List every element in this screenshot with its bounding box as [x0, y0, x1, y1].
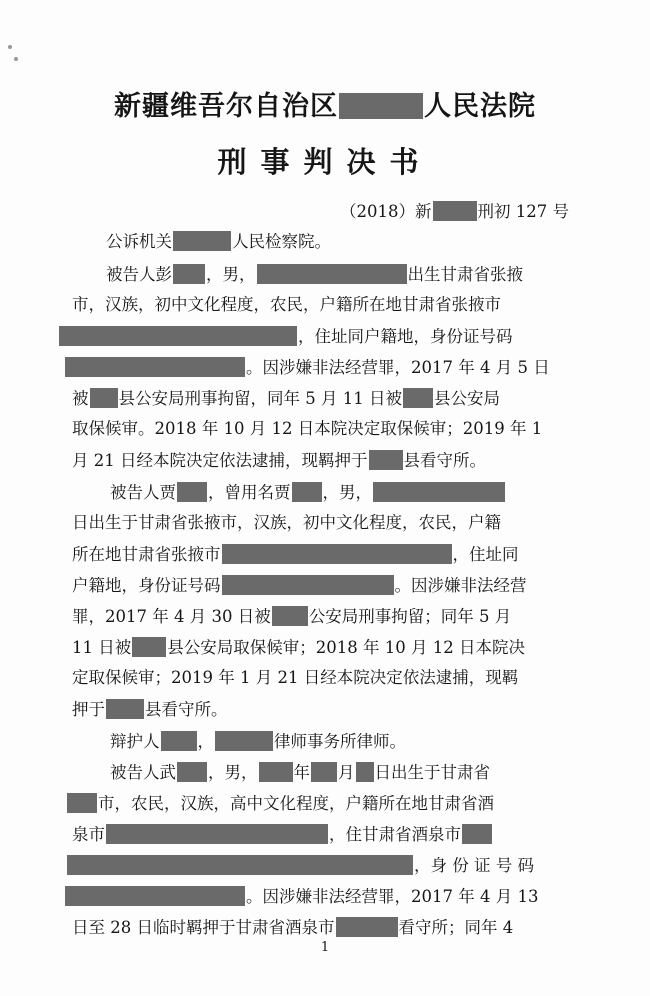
redaction-block — [59, 326, 297, 346]
text-line: 日出生于甘肃省张掖市，汉族，初中文化程度，农民，户籍 — [72, 513, 501, 532]
text-segment: 律师事务所律师。 — [274, 732, 406, 751]
scan-speck — [14, 57, 18, 61]
text-line — [58, 326, 513, 347]
text-line — [72, 575, 527, 596]
text-segment: 泉市 — [72, 825, 105, 844]
prosecutor-line — [106, 231, 331, 252]
redaction-block — [67, 793, 97, 813]
text-segment: 看守所；同年 4 — [398, 918, 514, 937]
redaction-block — [132, 637, 166, 657]
text-segment: ，住址同户籍地，身份证号码 — [298, 327, 513, 346]
redaction-block — [373, 482, 505, 502]
text-segment: 。因涉嫌非法经营罪，2017 年 4 月 13 — [246, 887, 539, 906]
redaction-block — [433, 201, 477, 221]
redaction-block — [339, 93, 423, 119]
text-segment: 年 — [293, 763, 310, 782]
scan-speck — [8, 45, 12, 49]
text-segment: 人民检察院。 — [232, 232, 331, 251]
text-segment: 。因涉嫌非法经营 — [394, 576, 527, 595]
text-line: 定取保候审；2019 年 1 月 21 日经本院决定依法逮捕，现羁 — [72, 668, 519, 687]
redaction-block — [106, 824, 328, 844]
redaction-block — [222, 575, 394, 595]
redaction-block — [369, 450, 403, 470]
text-line — [72, 917, 513, 938]
text-segment: ，住甘肃省酒泉市 — [329, 825, 461, 844]
redaction-block — [403, 388, 433, 408]
text-line — [72, 637, 525, 658]
redaction-block — [259, 762, 293, 782]
redaction-block — [356, 762, 374, 782]
text-segment: ，住址同 — [452, 545, 519, 564]
text-segment: 。因涉嫌非法经营罪，2017 年 4 月 5 日 — [246, 358, 550, 377]
text-line — [64, 886, 538, 907]
text-segment: 县公安局取保候审；2018 年 10 月 12 日本院决 — [167, 638, 525, 657]
text-segment: 公诉机关 — [106, 232, 172, 251]
redaction-block — [173, 231, 231, 251]
redaction-block — [215, 731, 273, 751]
text-segment: ， — [197, 732, 214, 751]
redaction-block — [90, 388, 118, 408]
text-line: 市，汉族，初中文化程度，农民，户籍所在地甘肃省张掖市 — [72, 295, 501, 314]
text-segment: 公安局刑事拘留；同年 5 月 — [308, 607, 512, 626]
text-line: 取保候审。2018 年 10 月 12 日本院决定取保候审；2019 年 1 — [72, 419, 543, 438]
court-title — [0, 84, 650, 123]
text-segment: ，男， — [208, 763, 258, 782]
redaction-block — [106, 699, 144, 719]
text-line — [66, 855, 534, 876]
text-segment: 日出生于甘肃省 — [374, 763, 490, 782]
redaction-block — [222, 544, 452, 564]
text-segment: 罪，2017 年 4 月 30 日被 — [72, 607, 271, 626]
text-segment: 被告人贾 — [110, 483, 176, 502]
text-segment: 押于 — [72, 700, 105, 719]
defendant-3-line — [110, 762, 490, 783]
text-line — [72, 606, 511, 627]
redaction-block — [67, 855, 413, 875]
document-title: 刑事判决书 — [217, 145, 433, 179]
text-segment: ，男， — [322, 483, 372, 502]
redaction-block — [462, 824, 492, 844]
text-segment: 11 日被 — [72, 638, 132, 657]
text-segment: 被告人彭 — [106, 265, 172, 284]
text-segment: 市，农民，汉族，高中文化程度，户籍所在地甘肃省酒 — [98, 794, 494, 813]
text-line — [72, 544, 519, 565]
redaction-block — [161, 731, 197, 751]
text-segment: （2018）新 — [340, 202, 432, 221]
text-segment: 户籍地，身份证号码 — [72, 576, 221, 595]
text-segment: 被 — [72, 389, 89, 408]
case-number — [340, 201, 569, 222]
text-segment: 出生甘肃省张掖 — [407, 265, 523, 284]
redaction-block — [336, 917, 398, 937]
text-line — [66, 793, 494, 814]
text-line — [72, 699, 228, 720]
redaction-block — [177, 762, 207, 782]
text-segment: ，身 份 证 号 码 — [414, 856, 534, 875]
redaction-block — [65, 357, 245, 377]
redaction-block — [311, 762, 337, 782]
page-number: 1 — [320, 940, 330, 955]
redaction-block — [177, 482, 207, 502]
text-segment: 刑初 127 号 — [477, 202, 569, 221]
text-segment: 人民法院 — [424, 91, 536, 122]
text-segment: 月 — [338, 763, 355, 782]
text-segment: ，男， — [206, 265, 256, 284]
text-segment: 月 21 日经本院决定依法逮捕，现羁押于 — [72, 451, 368, 470]
text-segment: 被告人武 — [110, 763, 176, 782]
text-segment: 日至 28 日临时羁押于甘肃省酒泉市 — [72, 918, 335, 937]
defendant-1-line — [106, 264, 523, 285]
text-line — [72, 388, 500, 409]
text-segment: ，曾用名贾 — [208, 483, 291, 502]
redaction-block — [65, 886, 245, 906]
redaction-block — [257, 264, 407, 284]
text-line — [72, 824, 493, 845]
redaction-block — [272, 606, 308, 626]
redaction-block — [292, 482, 322, 502]
defense-counsel-line — [110, 731, 406, 752]
defendant-2-line — [110, 482, 506, 503]
redaction-block — [173, 264, 205, 284]
text-line — [72, 450, 486, 471]
text-segment: 县公安局 — [433, 389, 500, 408]
text-segment: 辩护人 — [110, 732, 160, 751]
text-segment: 新疆维吾尔自治区 — [114, 91, 338, 122]
text-line — [64, 357, 550, 378]
text-segment: 县公安局刑事拘留，同年 5 月 11 日被 — [118, 389, 402, 408]
text-segment: 所在地甘肃省张掖市 — [72, 545, 221, 564]
text-segment: 县看守所。 — [145, 700, 228, 719]
text-segment: 县看守所。 — [403, 451, 486, 470]
